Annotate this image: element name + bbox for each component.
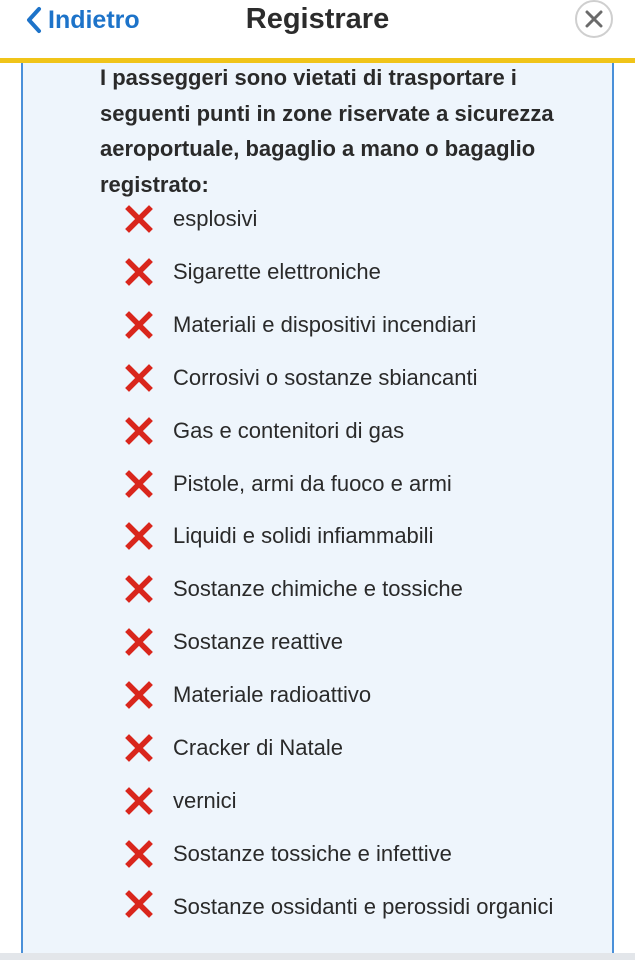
- list-item-label: Gas e contenitori di gas: [173, 417, 405, 443]
- list-item-label: Corrosivi o sostanze sbiancanti: [173, 364, 478, 390]
- list-item-label: Sostanze tossiche e infettive: [173, 840, 452, 866]
- list-item-label: Materiale radioattivo: [173, 682, 372, 708]
- list-item-label: Sigarette elettroniche: [173, 258, 381, 284]
- list-item-label: vernici: [173, 787, 237, 813]
- list-item-label: Sostanze chimiche e tossiche: [173, 576, 463, 602]
- list-item-label: Pistole, armi da fuoco e armi: [173, 470, 452, 496]
- intro-text: I passeggeri sono vietati di trasportare i seguenti punti in zone riservate a sicurezza aeroportuale, bagaglio a mano o bagaglio registrato:: [100, 65, 554, 197]
- list-item-label: Materiali e dispositivi incendiari: [173, 311, 477, 337]
- close-button[interactable]: [575, 0, 613, 38]
- list-item-label: Cracker di Natale: [173, 735, 343, 760]
- app-header: [0, 0, 635, 58]
- bottom-edge: [0, 953, 635, 960]
- back-button[interactable]: [26, 2, 140, 38]
- list-item-label: esplosivi: [173, 206, 258, 231]
- page-title: Registrare: [245, 3, 390, 35]
- list-item-label: Sostanze reattive: [173, 629, 343, 655]
- list-item-label: Liquidi e solidi infiammabili: [173, 523, 434, 549]
- chevron-left-icon: [26, 6, 42, 34]
- close-icon: [585, 10, 603, 28]
- list-item-label: Sostanze ossidanti e perossidi organici: [173, 893, 554, 919]
- back-label: Indietro: [48, 5, 140, 34]
